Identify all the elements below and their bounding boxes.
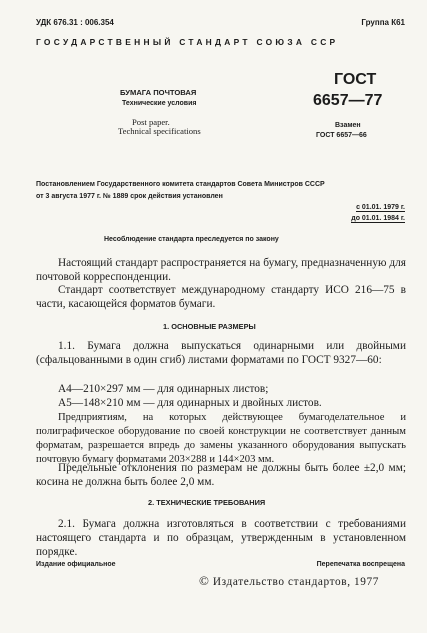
violation-notice: Несоблюдение стандарта преследуется по закону [104, 236, 279, 243]
format-a5-item: А5—148×210 мм — для одинарных и двойных листов. [58, 397, 322, 409]
official-edition-note: Издание официальное [36, 561, 116, 568]
section-2-heading: 2. ТЕХНИЧЕСКИЕ ТРЕБОВАНИЯ [148, 498, 266, 507]
copyright-symbol: © [199, 573, 210, 588]
publisher-line [199, 573, 379, 589]
intro-paragraph-iso: Стандарт соответствует международному стандарту ИСО 216—75 в части, касающейся форматов бумаги. [36, 284, 406, 310]
gost-number: 6657—77 [313, 92, 383, 109]
clause-1-1: 1.1. Бумага должна выпускаться одинарными или двойными (сфальцованными в один сгиб) листами форматами по ГОСТ 9327—60: [36, 340, 406, 366]
format-a4-item: А4—210×297 мм — для одинарных листов; [58, 383, 269, 395]
section-1-heading: 1. ОСНОВНЫЕ РАЗМЕРЫ [163, 322, 256, 331]
state-standard-banner: ГОСУДАРСТВЕННЫЙ СТАНДАРТ СОЮЗА ССР [36, 37, 339, 47]
clause-1-1-tolerances: Предельные отклонения по размерам не должны быть более ±2,0 мм; косина не должна быть более 2,0 мм. [36, 462, 406, 488]
document-subtitle-en: Technical specifications [118, 126, 201, 136]
clause-2-1: 2.1. Бумага должна изготовляться в соответствии с требованиями настоящего стандарта и по образцам, утвержденным в установленном порядке. [36, 518, 406, 558]
document-subtitle-ru: Технические условия [122, 100, 197, 107]
reprint-prohibited-note: Перепечатка воспрещена [316, 561, 405, 568]
decree-line-1: Постановлением Государственного комитета стандартов Совета Министров СССР [36, 181, 325, 188]
udk-code: УДК 676.31 : 006.354 [36, 18, 114, 27]
document-title-en: Post paper. [132, 117, 170, 127]
replaces-value: ГОСТ 6657—66 [316, 132, 367, 139]
decree-line-2: от 3 августа 1977 г. № 1889 срок действия установлен [36, 193, 223, 200]
clause-1-1-exception: Предприятиям, на которых действующее бумагоделательное и полиграфическое оборудование по своей конструкции не соответствует данным форматам, разрешается впредь до замены указанного оборудования выпускать почтовую бумагу форматами 203×288 и 144×203 мм. [36, 412, 406, 465]
group-code: Группа К61 [361, 18, 405, 27]
intro-paragraph-scope: Настоящий стандарт распространяется на бумагу, предназначенную для почтовой корреспонденции. [36, 257, 406, 283]
validity-date-to: до 01.01. 1984 г. [351, 215, 405, 222]
replaces-label: Взамен [335, 122, 361, 129]
validity-date-from: с 01.01. 1979 г. [356, 204, 405, 211]
document-title-ru: БУМАГА ПОЧТОВАЯ [120, 88, 197, 97]
publisher-name: Издательство стандартов, 1977 [212, 576, 380, 588]
gost-label: ГОСТ [334, 71, 377, 88]
